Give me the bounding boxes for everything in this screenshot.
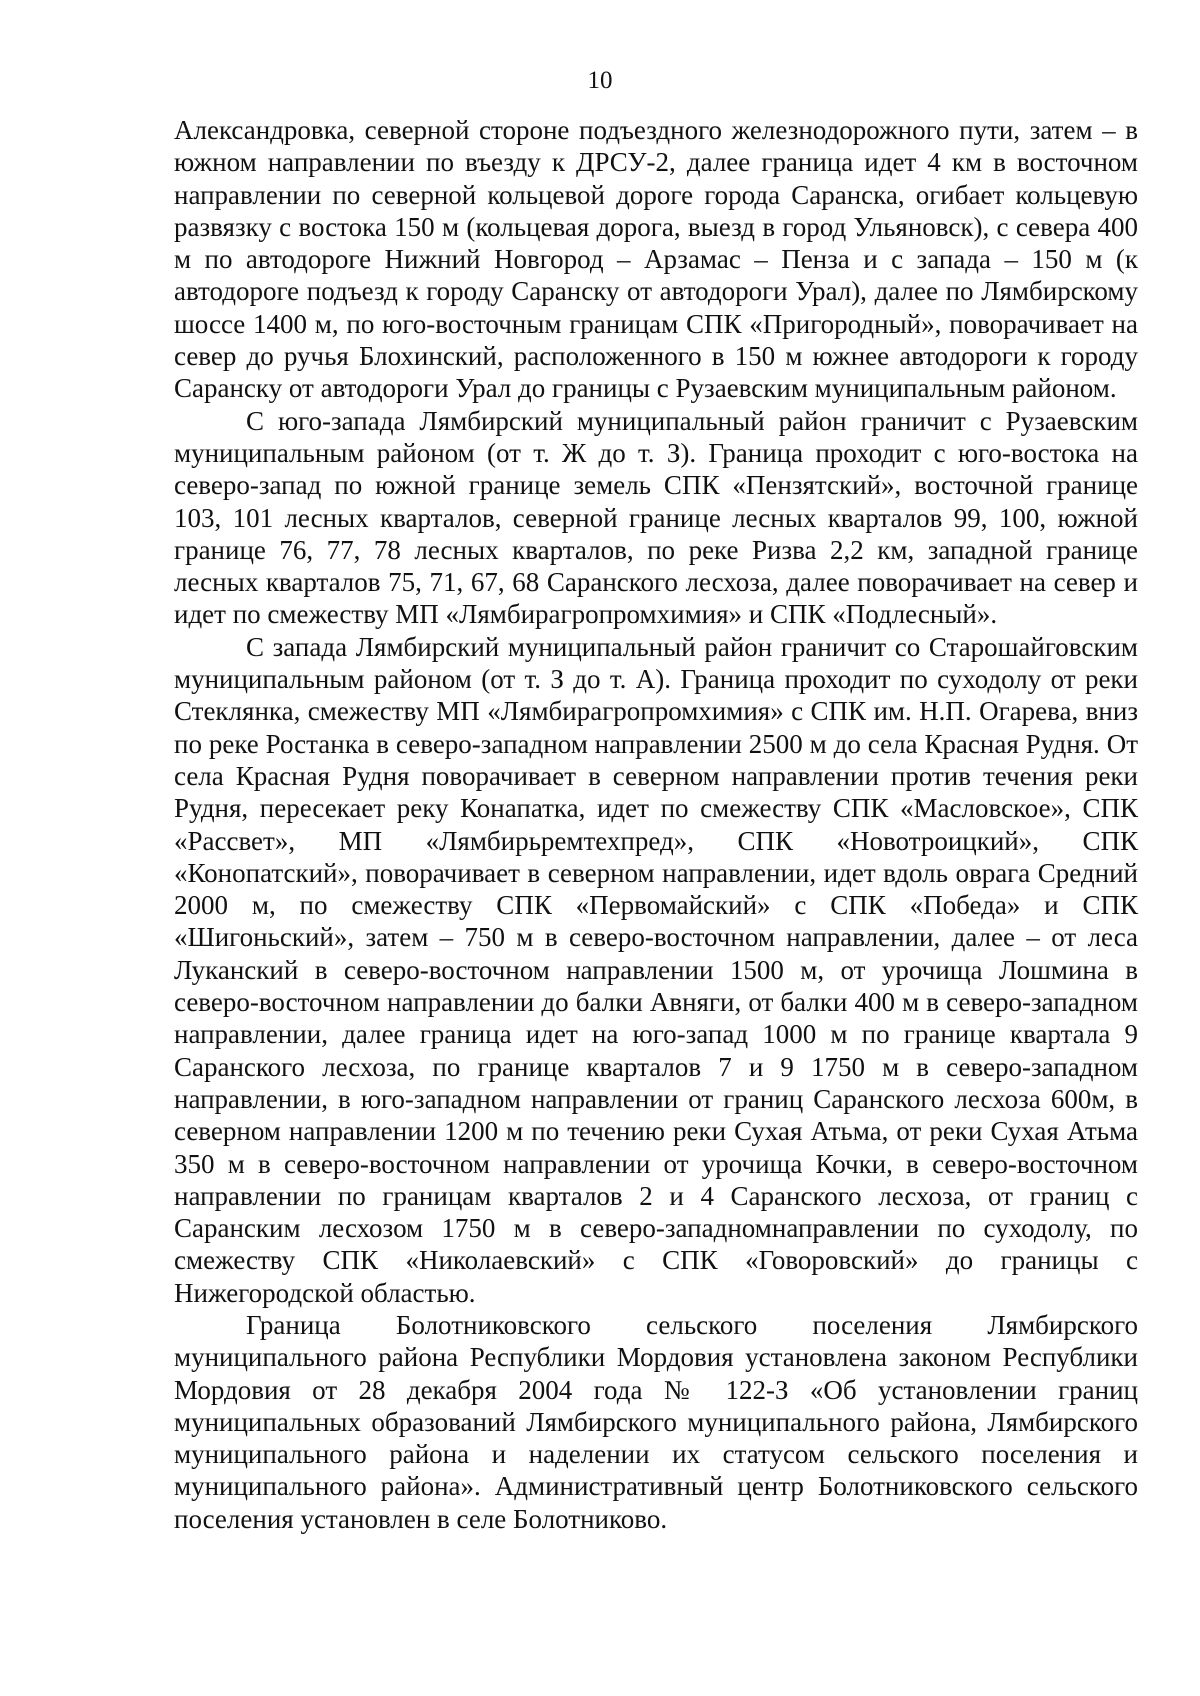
paragraph: Александровка, северной стороне подъездного железнодорожного пути, затем – в южном направлении по въезду к ДРСУ-2, далее граница идет 4 км в восточном направлении по северной кольцевой дороге города Саранска, огибает кольцевую развязку с востока 150 м (кольцевая дорога, выезд в город Ульяновск), с севера 400 м по автодороге Нижний Новгород – Арзамас – Пенза и с запада – 150 м (к автодороге подъезд к городу Саранску от автодороги Урал), далее по Лямбирскому шоссе 1400 м, по юго-восточным границам СПК «Пригородный», поворачивает на север до ручья Блохинский, расположенного в 150 м южнее автодороги к городу Саранску от автодороги Урал до границы с Рузаевским муниципальным районом. bbox=[174, 115, 1138, 404]
page-number: 10 bbox=[587, 67, 613, 94]
paragraph: С юго-запада Лямбирский муниципальный район граничит с Рузаевским муниципальным районом (от т. Ж до т. З). Граница проходит с юго-востока на северо-запад по южной границе земель СПК «Пензятский», восточной границе 103, 101 лесных кварталов, северной границе лесных кварталов 99, 100, южной границе 76, 77, 78 лесных кварталов, по реке Ризва 2,2 км, западной границе лесных кварталов 75, 71, 67, 68 Саранского лесхоза, далее поворачивает на север и идет по смежеству МП «Лямбирагропромхимия» и СПК «Подлесный». bbox=[174, 405, 1138, 630]
document-body bbox=[174, 114, 1138, 1535]
paragraph: С запада Лямбирский муниципальный район граничит со Старошайговским муниципальным районом (от т. З до т. А). Граница проходит по суходолу от реки Стеклянка, смежеству МП «Лямбирагропромхимия» с СПК им. Н.П. Огарева, вниз по реке Ростанка в северо-западном направлении 2500 м до села Красная Рудня. От села Красная Рудня поворачивает в северном направлении против течения реки Рудня, пересекает реку Конапатка, идет по смежеству СПК «Масловское», СПК «Рассвет», МП «Лямбирьремтехпред», СПК «Новотроицкий», СПК «Конопатский», поворачивает в северном направлении, идет вдоль оврага Средний 2000 м, по смежеству СПК «Первомайский» с СПК «Победа» и СПК «Шигоньский», затем – 750 м в северо-восточном направлении, далее – от леса Луканский в северо-восточном направлении 1500 м, от урочища Лошмина в северо-восточном направлении до балки Авняги, от балки 400 м в северо-западном направлении, далее граница идет на юго-запад 1000 м по границе квартала 9 Саранского лесхоза, по границе кварталов 7 и 9 1750 м в северо-западном направлении, в юго-западном направлении от границ Саранского лесхоза 600м, в северном направлении 1200 м по течению реки Сухая Атьма, от реки Сухая Атьма 350 м в северо-восточном направлении от урочища Кочки, в северо-восточном направлении по границам кварталов 2 и 4 Саранского лесхоза, от границ с Саранским лесхозом 1750 м в северо-западномнаправлении по суходолу, по смежеству СПК «Николаевский» с СПК «Говоровский» до границы с Нижегородской областью. bbox=[174, 631, 1138, 1308]
paragraph: Граница Болотниковского сельского поселения Лямбирского муниципального района Республики Мордовия установлена законом Республики Мордовия от 28 декабря 2004 года № 122-З «Об установлении границ муниципальных образований Лямбирского муниципального района, Лямбирского муниципального района и наделении их статусом сельского поселения и муниципального района». Административный центр Болотниковского сельского поселения установлен в селе Болотниково. bbox=[174, 1309, 1138, 1534]
